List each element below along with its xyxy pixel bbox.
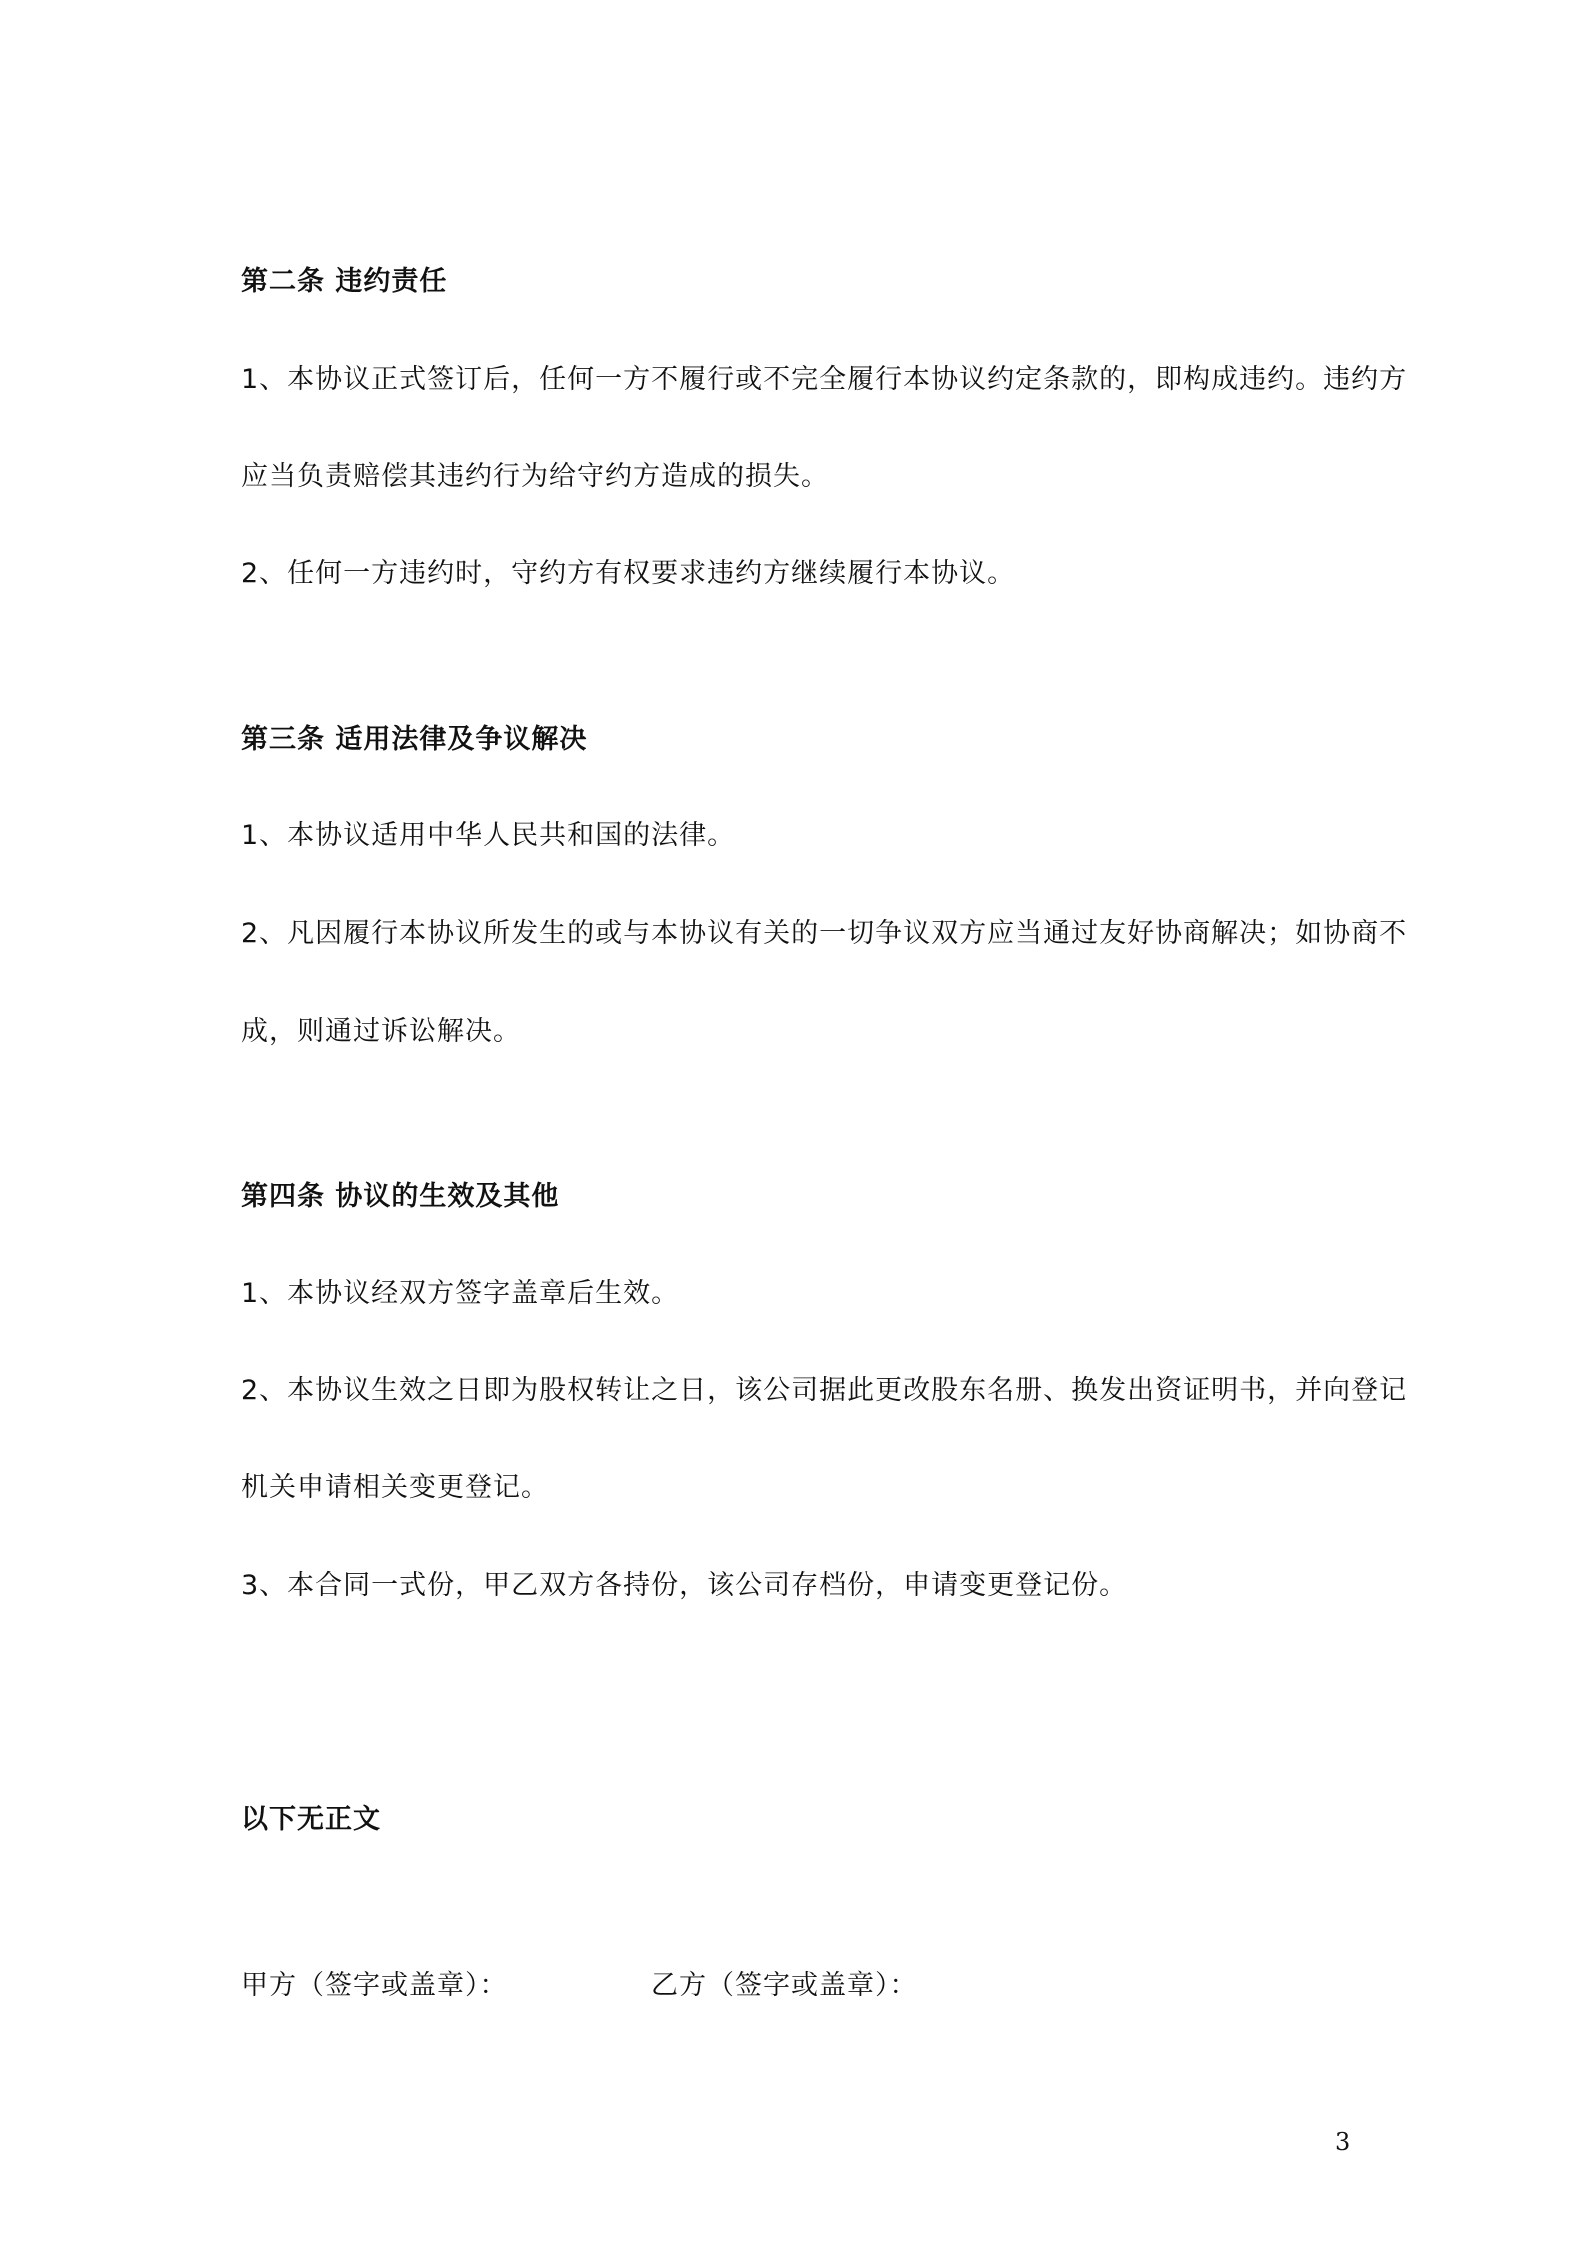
article-2-clause-1-line-1: 1、本协议正式签订后，任何一方不履行或不完全履行本协议约定条款的，即构成违约。违约方 (241, 364, 1408, 395)
article-2-clause-2: 2、任何一方违约时，守约方有权要求违约方继续履行本协议。 (241, 558, 1016, 589)
article-3-clause-2-line-2: 成，则通过诉讼解决。 (241, 1016, 521, 1047)
article-4-clause-3: 3、本合同一式份，甲乙双方各持份，该公司存档份，申请变更登记份。 (241, 1570, 1128, 1601)
article-3-clause-1: 1、本协议适用中华人民共和国的法律。 (241, 820, 736, 851)
page-number: 3 (1335, 2128, 1351, 2156)
article-4-clause-2-line-2: 机关申请相关变更登记。 (241, 1472, 549, 1503)
article-3-clause-2-line-1: 2、凡因履行本协议所发生的或与本协议有关的一切争议双方应当通过友好协商解决；如协商不 (241, 918, 1408, 949)
party-b-signature-label: 乙方（签字或盖章）： (651, 1970, 918, 2001)
article-2-clause-1-line-2: 应当负责赔偿其违约行为给守约方造成的损失。 (241, 461, 829, 492)
article-4-heading: 第四条 协议的生效及其他 (241, 1181, 560, 1212)
article-2-heading: 第二条 违约责任 (241, 266, 448, 297)
article-4-clause-1: 1、本协议经双方签字盖章后生效。 (241, 1278, 680, 1309)
article-3-heading: 第三条 适用法律及争议解决 (241, 724, 588, 755)
article-4-clause-2-line-1: 2、本协议生效之日即为股权转让之日，该公司据此更改股东名册、换发出资证明书，并向登记 (241, 1375, 1408, 1406)
closing-note: 以下无正文 (241, 1804, 381, 1835)
party-a-signature-label: 甲方（签字或盖章）： (241, 1970, 508, 2001)
